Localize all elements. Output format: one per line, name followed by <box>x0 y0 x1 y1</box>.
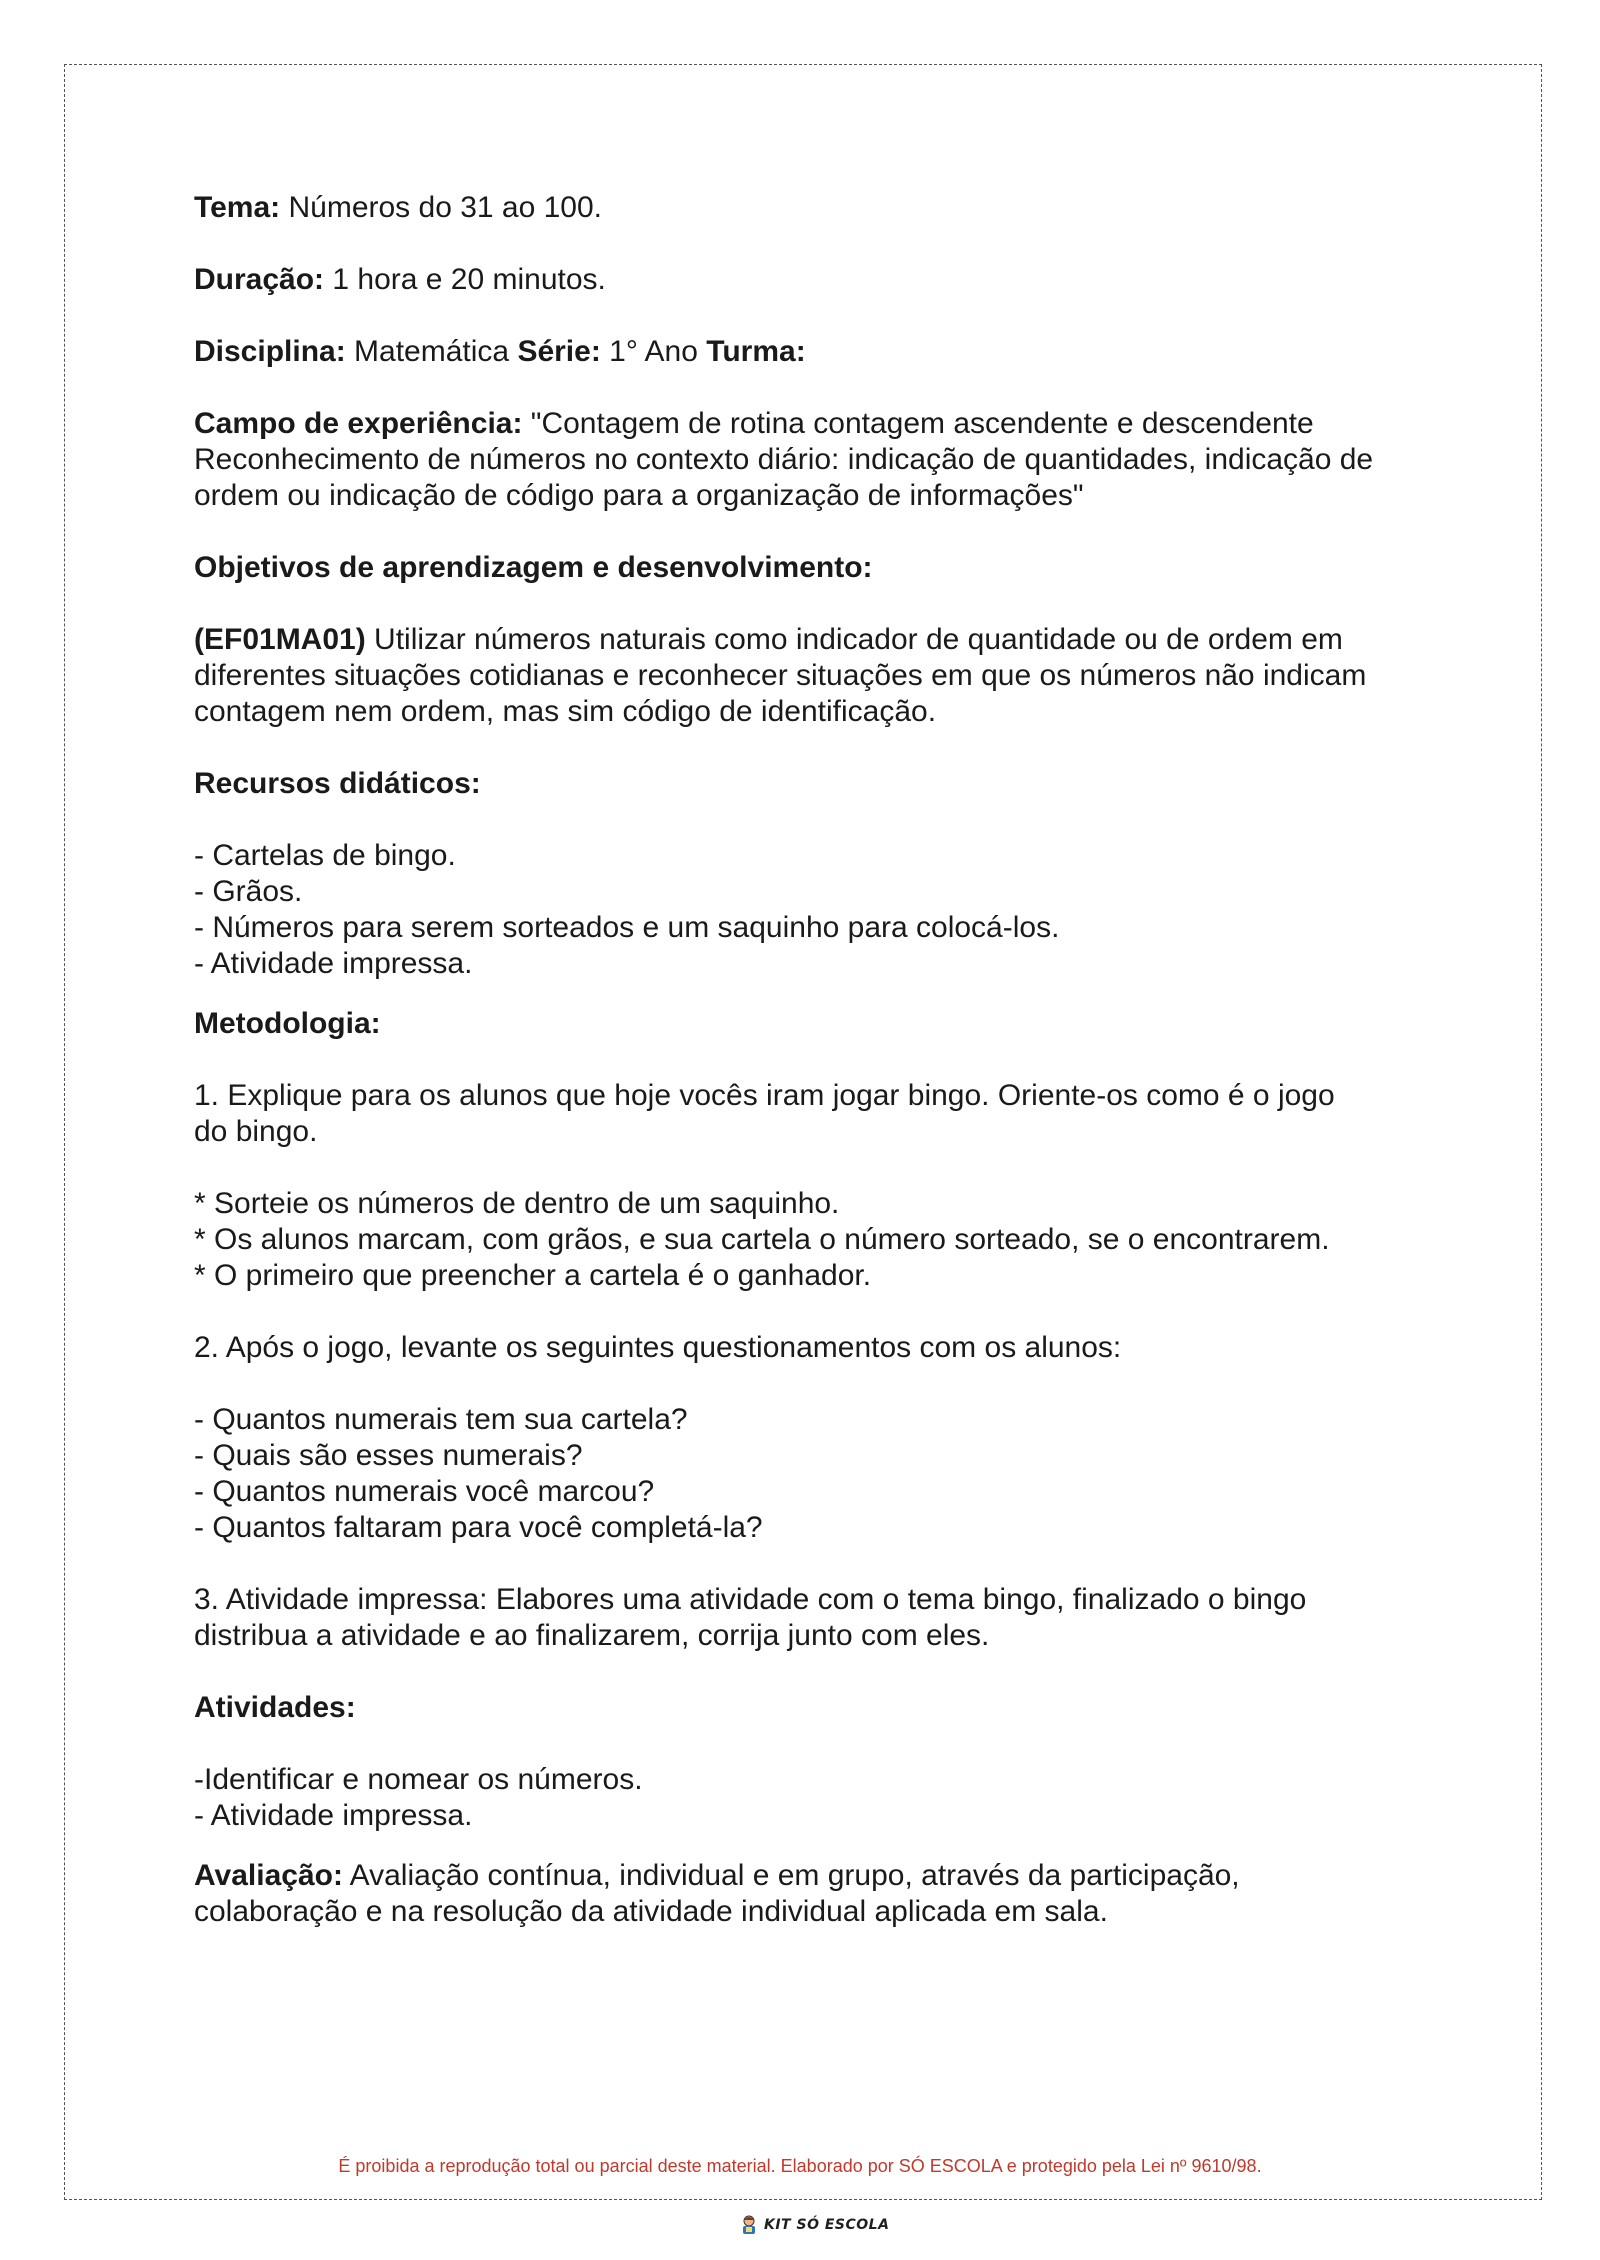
disciplina-line: Disciplina: Matemática Série: 1° Ano Turma: <box>194 335 806 368</box>
list-item: - Atividade impressa. <box>194 947 473 980</box>
logo-text: KIT SÓ ESCOLA <box>764 2217 890 2233</box>
tema-line: Tema: Números do 31 ao 100. <box>194 191 603 224</box>
list-item: - Quantos numerais você marcou? <box>194 1475 655 1508</box>
avaliacao-section: Avaliação: Avaliação contínua, individual e em grupo, através da participação, colaboração e na resolução da atividade individual aplicada em sala. <box>194 1859 1240 1928</box>
metodologia-step2: 2. Após o jogo, levante os seguintes questionamentos com os alunos: <box>194 1331 1122 1364</box>
recursos-list <box>194 838 1464 982</box>
list-item: * Os alunos marcam, com grãos, e sua cartela o número sorteado, se o encontrarem. <box>194 1223 1330 1256</box>
kit-so-escola-logo <box>740 2212 889 2238</box>
list-item: - Números para serem sorteados e um saquinho para colocá-los. <box>194 911 1060 944</box>
document-body <box>194 190 1464 1930</box>
metodologia-step1: 1. Explique para os alunos que hoje vocês iram jogar bingo. Oriente-os como é o jogo do bingo. <box>194 1079 1335 1148</box>
atividades-heading: Atividades: <box>194 1691 356 1724</box>
copyright-notice: É proibida a reprodução total ou parcial deste material. Elaborado por SÓ ESCOLA e protegido pela Lei nº 9610/98. <box>338 2156 1262 2176</box>
recursos-heading: Recursos didáticos: <box>194 767 481 800</box>
list-item: - Grãos. <box>194 875 303 908</box>
list-item: - Quantos faltaram para você completá-la? <box>194 1511 763 1544</box>
list-item: - Quais são esses numerais? <box>194 1439 583 1472</box>
list-item: - Cartelas de bingo. <box>194 839 456 872</box>
metodologia-bullets <box>194 1186 1464 1294</box>
list-item: -Identificar e nomear os números. <box>194 1763 643 1796</box>
metodologia-step3: 3. Atividade impressa: Elabores uma atividade com o tema bingo, finalizado o bingo distribua a atividade e ao finalizarem, corrija junto com eles. <box>194 1583 1307 1652</box>
campo-section: Campo de experiência: "Contagem de rotina contagem ascendente e descendente Reconhecimento de números no contexto diário: indicação de quantidades, indicação de ordem ou indicação de código para a organização de informações" <box>194 407 1374 512</box>
metodologia-questions <box>194 1402 1464 1546</box>
list-item: - Quantos numerais tem sua cartela? <box>194 1403 688 1436</box>
atividades-list <box>194 1762 1464 1834</box>
student-mascot-icon <box>740 2215 758 2235</box>
list-item: - Atividade impressa. <box>194 1799 473 1832</box>
objetivos-heading: Objetivos de aprendizagem e desenvolvimento: <box>194 551 873 584</box>
metodologia-heading: Metodologia: <box>194 1007 381 1040</box>
objetivos-section: (EF01MA01) Utilizar números naturais como indicador de quantidade ou de ordem em diferentes situações cotidianas e reconhecer situações em que os números não indicam contagem nem ordem, mas sim código de identificação. <box>194 623 1367 728</box>
duracao-line: Duração: 1 hora e 20 minutos. <box>194 263 606 296</box>
list-item: * O primeiro que preencher a cartela é o ganhador. <box>194 1259 872 1292</box>
list-item: * Sorteie os números de dentro de um saquinho. <box>194 1187 840 1220</box>
